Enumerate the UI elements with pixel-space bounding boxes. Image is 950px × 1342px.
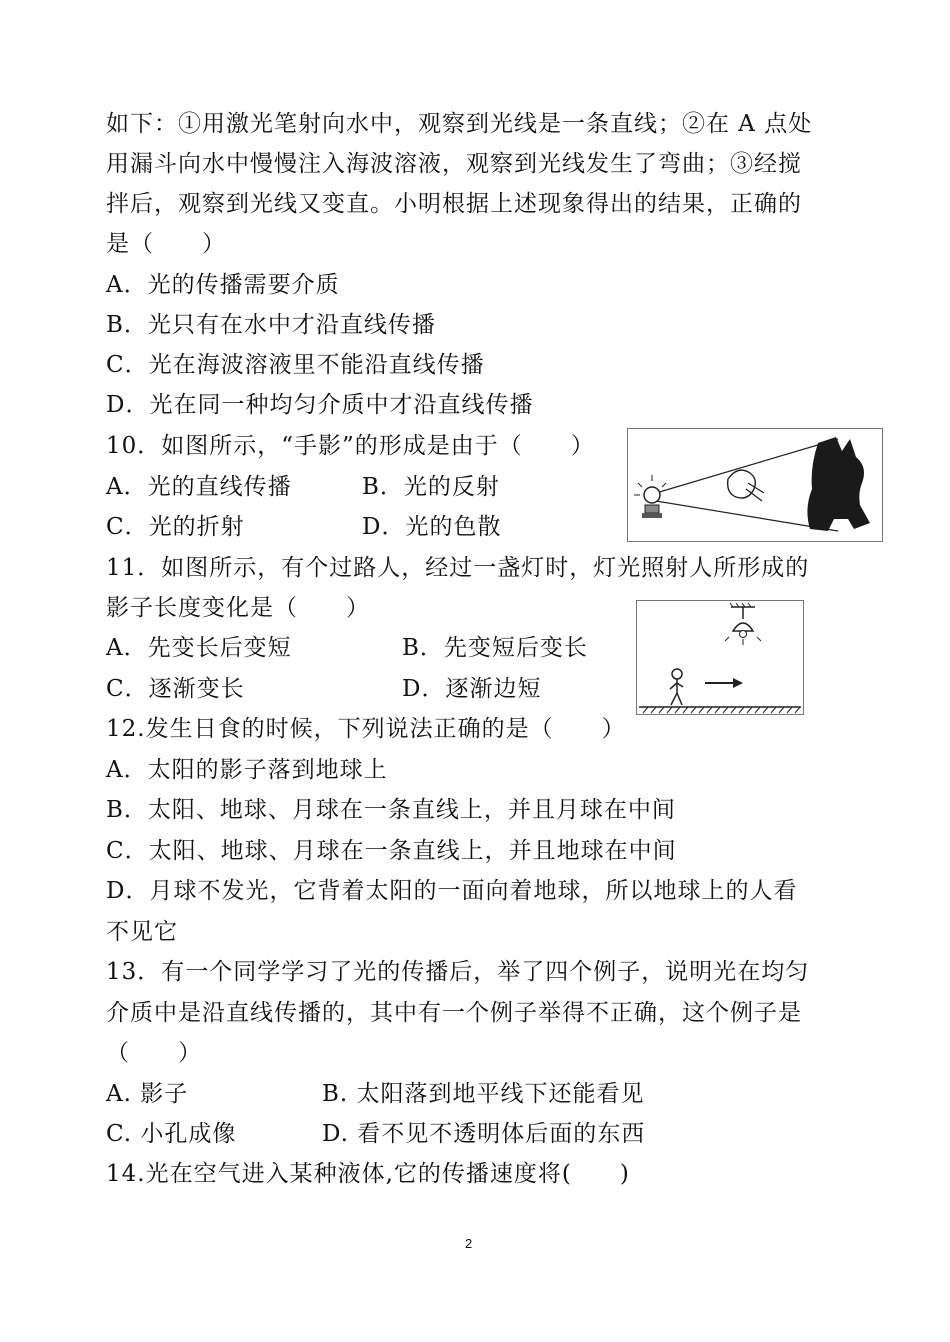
- q11-option-b: B．先变短后变长: [402, 635, 588, 661]
- q9-option-a: A．光的传播需要介质: [106, 272, 340, 298]
- q11-stem-line-2: 影子长度变化是（ ）: [106, 595, 370, 621]
- q13-option-c: C. 小孔成像: [106, 1121, 237, 1147]
- q11-option-a: A．先变长后变短: [106, 635, 292, 661]
- street-lamp-illustration: [637, 601, 803, 714]
- q13-stem-line-1: 13．有一个同学学习了光的传播后，举了四个例子，说明光在均匀: [106, 959, 810, 985]
- q10-option-b: B．光的反射: [362, 474, 500, 500]
- q12-option-b: B．太阳、地球、月球在一条直线上，并且月球在中间: [106, 797, 676, 823]
- q11-option-c: C．逐渐变长: [106, 676, 245, 702]
- q11-option-d: D．逐渐边短: [402, 676, 542, 702]
- arrow-right-icon: [705, 678, 743, 688]
- q12-option-c: C．太阳、地球、月球在一条直线上，并且地球在中间: [106, 838, 677, 864]
- q13-option-d: D. 看不见不透明体后面的东西: [322, 1121, 646, 1147]
- q13-stem-line-2: 介质中是沿直线传播的，其中有一个例子举得不正确，这个例子是: [106, 1000, 802, 1026]
- q14-stem: 14.光在空气进入某种液体,它的传播速度将( ): [106, 1161, 630, 1187]
- q9-text-line-1: 如下：①用激光笔射向水中，观察到光线是一条直线；②在 A 点处: [106, 111, 813, 137]
- hand-shadow-figure: [627, 428, 883, 542]
- q9-text-line-3: 拌后，观察到光线又变直。小明根据上述现象得出的结果，正确的: [106, 191, 802, 217]
- q9-text-line-4: 是（ ）: [106, 231, 226, 257]
- q10-option-a: A．光的直线传播: [106, 474, 292, 500]
- walking-person-icon: [670, 669, 683, 705]
- q13-option-a: A. 影子: [106, 1081, 189, 1107]
- q9-option-c: C．光在海波溶液里不能沿直线传播: [106, 352, 485, 378]
- q10-stem: 10．如图所示，“手影”的形成是由于（ ）: [106, 433, 595, 459]
- lamp-icon: [634, 475, 666, 518]
- q10-option-c: C．光的折射: [106, 514, 245, 540]
- q9-option-d: D．光在同一种均匀介质中才沿直线传播: [106, 392, 534, 418]
- q10-option-d: D．光的色散: [362, 514, 502, 540]
- q13-stem-line-3: （ ）: [106, 1040, 202, 1066]
- dog-shadow-icon: [807, 437, 870, 531]
- q9-option-b: B．光只有在水中才沿直线传播: [106, 312, 436, 338]
- q13-option-b: B. 太阳落到地平线下还能看见: [322, 1081, 645, 1107]
- q12-option-a: A．太阳的影子落到地球上: [106, 757, 388, 783]
- q12-stem: 12.发生日食的时候，下列说法正确的是（ ）: [106, 716, 626, 742]
- ceiling-lamp-icon: [725, 607, 761, 645]
- q9-text-line-2: 用漏斗向水中慢慢注入海波溶液，观察到光线发生了弯曲；③经搅: [106, 151, 802, 177]
- street-lamp-figure: [636, 600, 804, 715]
- hand-icon: [728, 470, 764, 501]
- q12-option-d-continuation: 不见它: [106, 919, 178, 945]
- hand-shadow-illustration: [628, 429, 882, 541]
- q12-option-d: D．月球不发光，它背着太阳的一面向着地球，所以地球上的人看: [106, 878, 798, 904]
- q11-stem-line-1: 11．如图所示，有个过路人，经过一盏灯时，灯光照射人所形成的: [106, 555, 810, 581]
- page-number: 2: [465, 1236, 473, 1251]
